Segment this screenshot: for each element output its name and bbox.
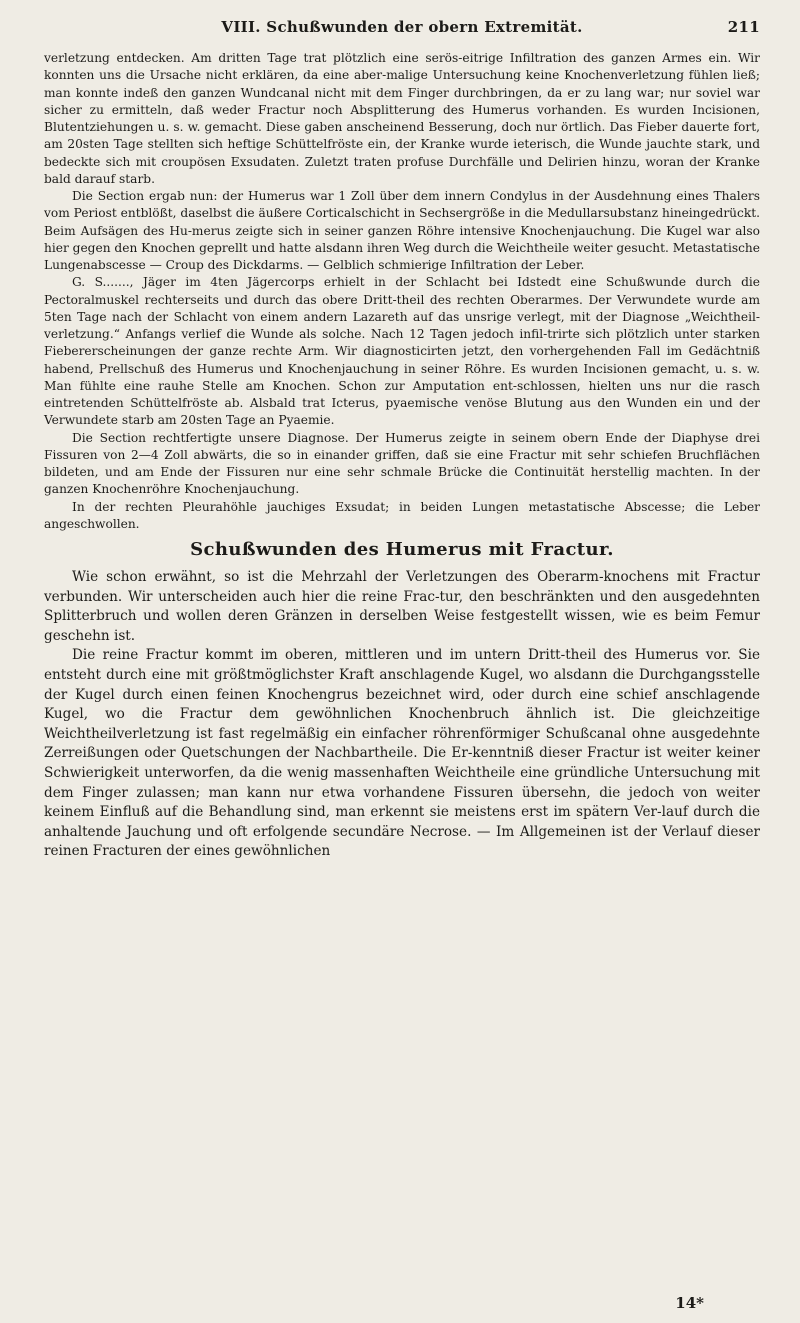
running-header <box>44 18 760 40</box>
section-paragraph: Die reine Fractur kommt im oberen, mittleren und im untern Dritt-theil des Humerus vor. Sie entsteht durch eine mit größtmöglichster Kraft anschlagende Kugel, wo alsdann die Durchgangsstelle der Kugel durch einen feinen Knochengrus bezeichnet wird, oder durch eine schief anschlagende Kugel, wo die Fractur dem gewöhnlichen Knochenbruch ähnlich ist. Die gleichzeitige Weichtheilverletzung ist fast regelmäßig ein einfacher röhrenförmiger Schußcanal ohne ausgedehnte Zerreißungen oder Quetschungen der Nachbartheile. Die Er-kenntniß dieser Fractur ist weiter keiner Schwierigkeit unterworfen, da die wenig massenhaften Weichtheile eine gründliche Untersuchung mit dem Finger zulassen; man kann nur etwa vorhandene Fissuren übersehn, die jedoch von weiter keinem Einfluß auf die Behandlung sind, man erkennt sie meistens erst im spätern Ver-lauf durch die anhaltende Jauchung und oft erfolgende secundäre Necrose. — Im Allgemeinen ist der Verlauf dieser reinen Fracturen der eines gewöhnlichen <box>44 647 760 860</box>
running-title: VIII. Schußwunden der obern Extremität. <box>221 18 583 36</box>
paragraph: In der rechten Pleurahöhle jauchiges Exsudat; in beiden Lungen metastatische Abscesse; die Leber angeschwollen. <box>44 499 760 531</box>
paragraph: verletzung entdecken. Am dritten Tage trat plötzlich eine serös-eitrige Infiltration des ganzen Armes ein. Wir konnten uns die Ursache nicht erklären, da eine aber-malige Untersuchung keine Knochenverletzung fühlen ließ; man konnte indeß den ganzen Wundcanal nicht mit dem Finger durchbringen, da er zu lang war; nur soviel war sicher zu ermitteln, daß weder Fractur noch Absplitterung des Humerus vorhanden. Es wurden Incisionen, Blutentziehungen u. s. w. gemacht. Diese gaben anscheinend Besserung, doch nur örtlich. Das Fieber dauerte fort, am 20sten Tage stellten sich heftige Schüttelfröste ein, der Kranke wurde ieterisch, die Wunde jauchte stark, und bedeckte sich mit croupösen Exsudaten. Zuletzt traten profuse Durchfälle und Delirien hinzu, woran der Kranke bald darauf starb. <box>44 51 760 186</box>
section-heading: Schußwunden des Humerus mit Fractur. <box>190 539 614 560</box>
page-body <box>44 50 760 862</box>
paragraph: Die Section rechtfertigte unsere Diagnose. Der Humerus zeigte in seinem obern Ende der Diaphyse drei Fissuren von 2—4 Zoll abwärts, die so in einander griffen, daß sie eine Fractur mit sehr schiefen Bruchflächen bildeten, und am Ende der Fissuren nur eine sehr schmale Brücke die Continuität herstellig machten. In der ganzen Knochenröhre Knochenjauchung. <box>44 430 760 497</box>
signature-mark: 14* <box>675 1294 704 1312</box>
paragraph: Die Section ergab nun: der Humerus war 1 Zoll über dem innern Condylus in der Ausdehnung eines Thalers vom Periost entblößt, daselbst die äußere Corticalschicht in Sechsergröße in die Medullarsubstanz hineingedrückt. Beim Aufsägen des Hu-merus zeigte sich in seiner ganzen Röhre intensive Knochenjauchung. Die Kugel war also hier gegen den Knochen geprellt und hatte alsdann ihren Weg durch die Weichtheile weiter gesucht. Metastatische Lungenabscesse — Croup des Dickdarms. — Gelblich schmierige Infiltration der Leber. <box>44 189 760 272</box>
paragraph: G. S......., Jäger im 4ten Jägercorps erhielt in der Schlacht bei Idstedt eine Schußwunde durch die Pectoralmuskel rechterseits und durch das obere Dritt-theil des rechten Oberarmes. Der Verwundete wurde am 5ten Tage nach der Schlacht von einem andern Lazareth auf das unsrige verlegt, mit der Diagnose „Weichtheil-verletzung.“ Anfangs verlief die Wunde als solche. Nach 12 Tagen jedoch infil-trirte sich plötzlich unter starken Fiebererscheinungen der ganze rechte Arm. Wir diagnosticirten jetzt, den vorhergehenden Fall im Gedächtniß habend, Prellschuß des Humerus und Knochenjauchung in seiner Röhre. Es wurden Incisionen gemacht, u. s. w. Man fühlte eine rauhe Stelle am Knochen. Schon zur Amputation ent-schlossen, hielten uns nur die rasch eintretenden Schüttelfröste ab. Alsbald trat Icterus, pyaemische venöse Blutung aus den Wunden ein und der Verwundete starb am 20sten Tage an Pyaemie. <box>44 275 760 428</box>
page-number: 211 <box>727 18 760 36</box>
section-paragraph: Wie schon erwähnt, so ist die Mehrzahl der Verletzungen des Oberarm-knochens mit Fractur verbunden. Wir unterscheiden auch hier die reine Frac-tur, den beschränkten und den ausgedehnten Splitterbruch und wollen deren Gränzen in derselben Weise festgestellt wissen, wie es beim Femur geschehn ist. <box>44 569 760 644</box>
